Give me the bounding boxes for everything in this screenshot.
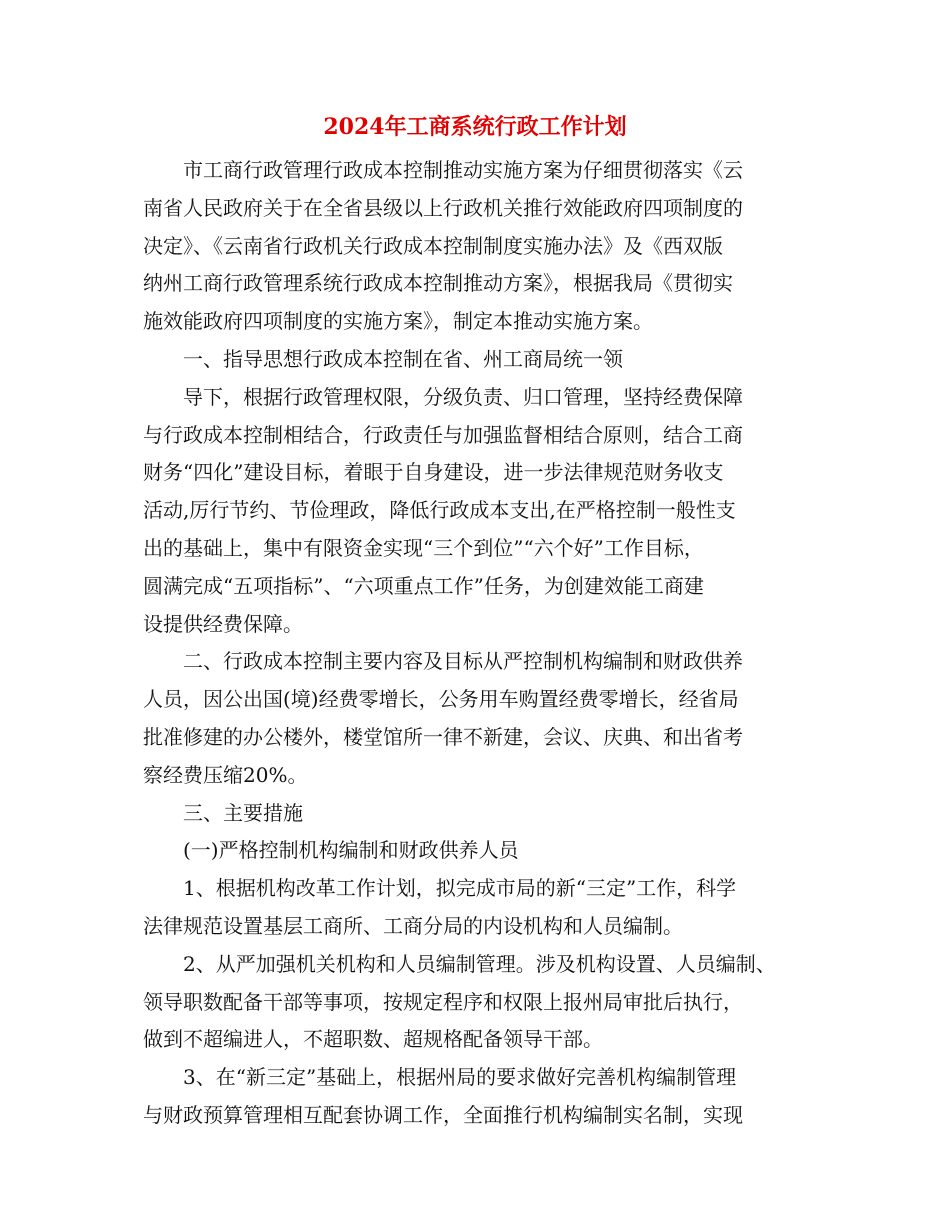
text-line: 一、指导思想行政成本控制在省、州工商局统一领 (183, 346, 623, 371)
text-line: 做到不超编进人，不超职数、超规格配备领导干部。 (143, 1027, 603, 1052)
text-line: 与财政预算管理相互配套协调工作，全面推行机构编制实名制，实现 (143, 1102, 743, 1127)
text-line: 法律规范设置基层工商所、工商分局的内设机构和人员编制。 (143, 913, 683, 938)
text-line: 1、根据机构改革工作计划，拟完成市局的新“三定”工作，科学 (183, 876, 737, 901)
text-line: 决定》、《云南省行政机关行政成本控制制度实施办法》及《西双版 (143, 233, 723, 258)
text-line: 批准修建的办公楼外，楼堂馆所一律不新建，会议、庆典、和出省考 (143, 724, 743, 749)
text-line: 领导职数配备干部等事项，按规定程序和权限上报州局审批后执行， (143, 989, 743, 1014)
text-line: 二、行政成本控制主要内容及目标从严控制机构编制和财政供养 (183, 649, 743, 674)
text-line: 人员，因公出国(境)经费零增长，公务用车购置经费零增长，经省局 (143, 687, 739, 712)
document-title: 2024年工商系统行政工作计划 (323, 114, 627, 140)
document-body (143, 152, 833, 1135)
text-line: 与行政成本控制相结合，行政责任与加强监督相结合原则，结合工商 (143, 422, 743, 447)
text-line: (一)严格控制机构编制和财政供养人员 (183, 838, 519, 863)
text-line: 纳州工商行政管理系统行政成本控制推动方案》，根据我局《贯彻实 (143, 271, 733, 296)
text-line: 圆满完成“五项指标”、“六项重点工作”任务，为创建效能工商建 (143, 573, 704, 598)
text-line: 财务“四化”建设目标，着眼于自身建设，进一步法律规范财务收支 (143, 460, 724, 485)
text-line: 出的基础上，集中有限资金实现“三个到位”“六个好”工作目标， (143, 535, 704, 560)
text-line: 设提供经费保障。 (143, 611, 303, 636)
text-line: 三、主要措施 (183, 800, 303, 825)
text-line: 导下，根据行政管理权限，分级负责、归口管理，坚持经费保障 (183, 384, 743, 409)
text-line: 察经费压缩20%。 (143, 762, 308, 787)
text-line: 2、从严加强机关机构和人员编制管理。涉及机构设置、人员编制、 (183, 951, 776, 976)
text-line: 施效能政府四项制度的实施方案》，制定本推动实施方案。 (143, 309, 653, 334)
text-line: 3、在“新三定”基础上，根据州局的要求做好完善机构编制管理 (183, 1065, 737, 1090)
text-line: 南省人民政府关于在全省县级以上行政机关推行效能政府四项制度的 (143, 195, 743, 220)
text-line: 市工商行政管理行政成本控制推动实施方案为仔细贯彻落实《云 (183, 158, 743, 182)
text-line: 活动,厉行节约、节俭理政，降低行政成本支出,在严格控制一般性支 (143, 498, 736, 523)
